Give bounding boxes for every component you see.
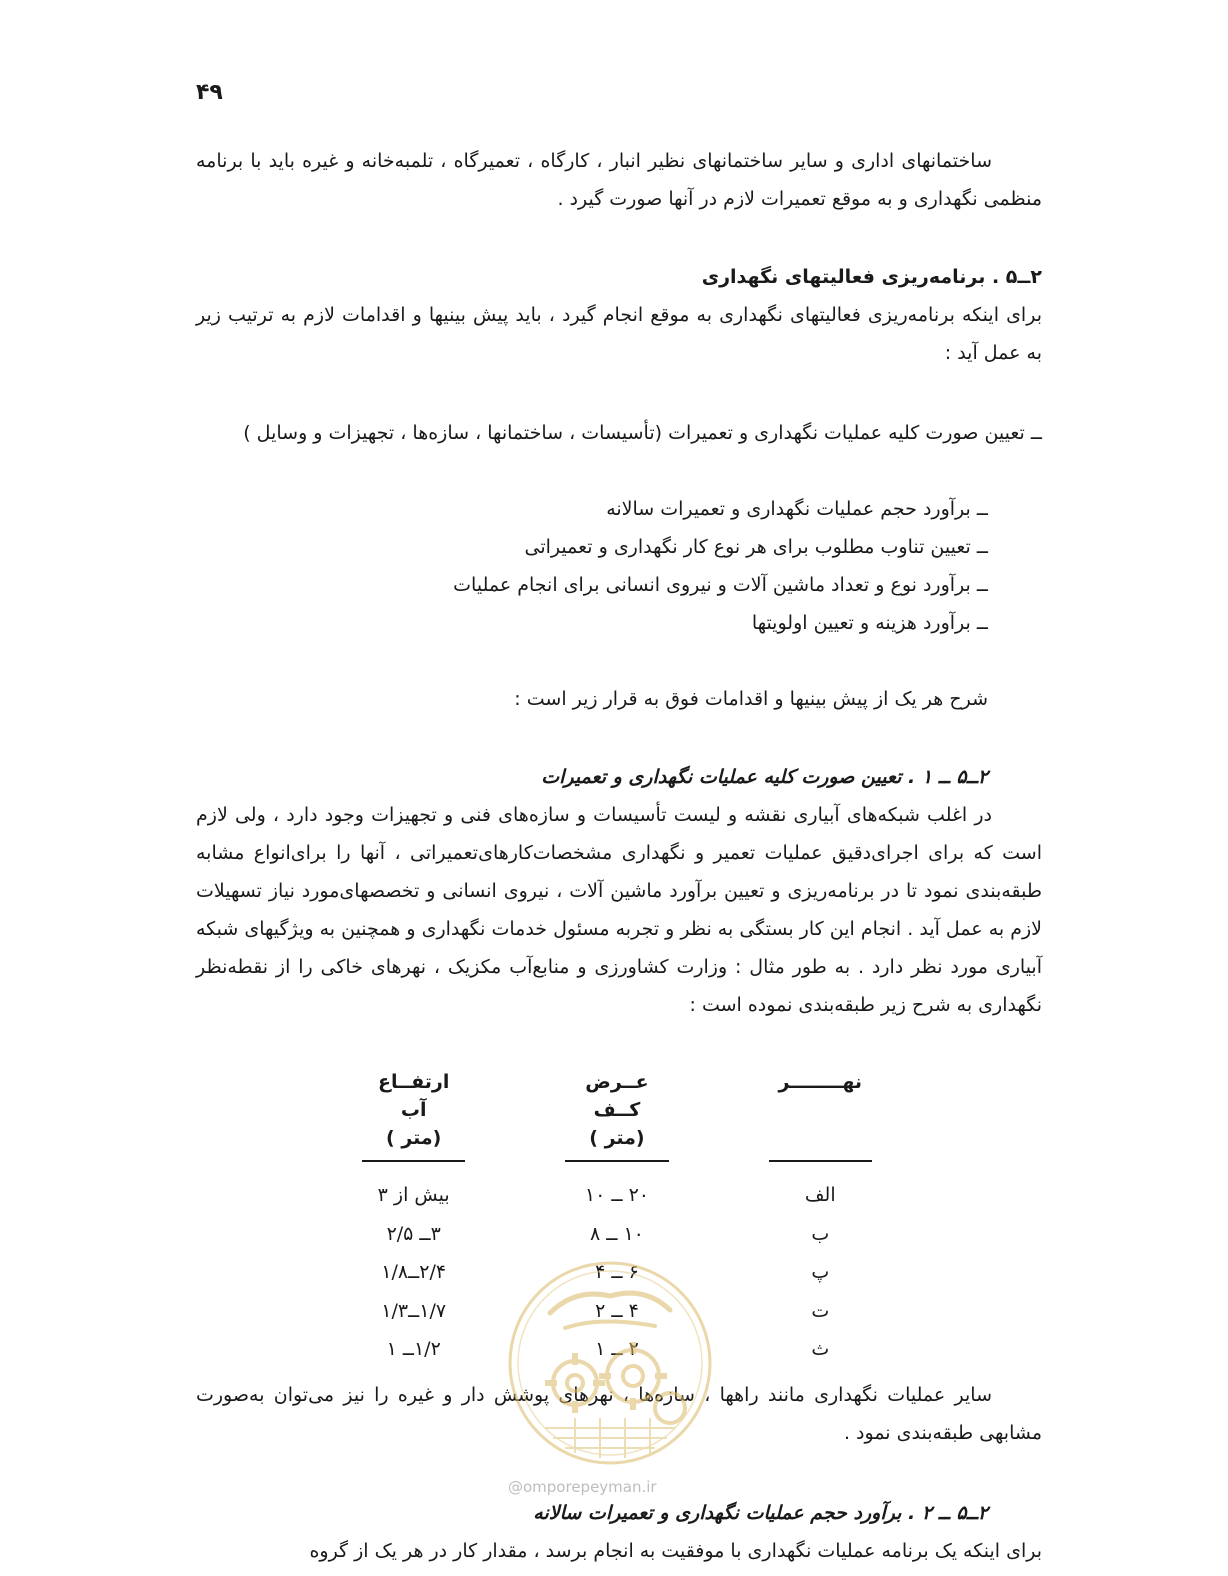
column-header-canal: نهــــــــر — [769, 1068, 872, 1162]
cell-bottom-width: ۲ ــ ۱ — [595, 1338, 639, 1360]
cell-bottom-width: ۴ ــ ۲ — [595, 1299, 639, 1322]
cell-water-height: ۱/۲ــ ۱ — [386, 1338, 441, 1360]
action-list-container — [196, 414, 1042, 452]
column-header-bottom-width: عــرض کــف (متر ) — [565, 1068, 668, 1162]
section-heading: ۲ــ۵ ــ ۱ . تعیین صورت کلیه عملیات نگهداری و تعمیرات — [541, 766, 988, 788]
table-row — [362, 1253, 872, 1292]
action-list-continued — [196, 490, 988, 642]
page-number: ۴۹ — [196, 80, 223, 105]
cell-canal: ث — [811, 1338, 830, 1360]
intro-paragraph: ساختمانهای اداری و سایر ساختمانهای نظیر انبار ، کارگاه ، تعمیرگاه ، تلمبه‌خانه و غیره باید با برنامه منظمی نگهداری و به موقع تعمیرات لازم در آنها صورت گیرد . — [196, 150, 1042, 210]
table-row — [362, 1176, 872, 1215]
list-item: ــ تعیین تناوب مطلوب برای هر نوع کار نگهداری و تعمیراتی — [524, 536, 988, 558]
cell-canal: ب — [811, 1222, 830, 1245]
cell-water-height: ۱/۷ــ۱/۳ — [381, 1299, 447, 1322]
canal-classification-table — [362, 1068, 872, 1369]
table-row — [362, 1215, 872, 1254]
cell-bottom-width: ۶ ــ ۴ — [595, 1261, 639, 1283]
cell-water-height: ۳ــ ۲/۵ — [386, 1222, 441, 1245]
section-heading: ۲ــ۵ ــ ۲ . برآورد حجم عملیات نگهداری و تعمیرات سالانه — [533, 1502, 988, 1524]
cell-water-height: بیش از ۳ — [377, 1184, 450, 1206]
section-heading: ۲ــ۵ . برنامه‌ریزی فعالیتهای نگهداری — [701, 266, 1042, 288]
cell-water-height: ۲/۴ــ۱/۸ — [381, 1261, 447, 1283]
section-5-2 — [196, 258, 1042, 372]
section-5-2-2 — [196, 1494, 1042, 1570]
column-header-water-height: ارتفــاع آب (متر ) — [362, 1068, 465, 1162]
section-5-2-1 — [196, 758, 1042, 1024]
section-paragraph: برای اینکه برنامه‌ریزی فعالیتهای نگهداری به موقع انجام گیرد ، باید پیش بینیها و اقدامات لازم به ترتیب زیر به عمل آید : — [196, 304, 1042, 364]
cell-bottom-width: ۲۰ ــ ۱۰ — [584, 1184, 649, 1206]
cell-canal: ت — [811, 1299, 830, 1322]
table-row — [362, 1292, 872, 1331]
list-item: ــ برآورد هزینه و تعیین اولویتها — [751, 612, 988, 634]
watermark-url: @omporepeyman.ir — [508, 1478, 657, 1496]
summary-line: شرح هر یک از پیش بینیها و اقدامات فوق به قرار زیر است : — [514, 688, 988, 710]
list-item: ــ تعیین صورت کلیه عملیات نگهداری و تعمیرات (تأسیسات ، ساختمانها ، سازه‌ها ، تجهیزات و وسایل ) — [243, 422, 1042, 444]
cell-canal: پ — [811, 1261, 830, 1283]
section-paragraph: در اغلب شبکه‌های آبیاری نقشه و لیست تأسیسات و سازه‌های فنی و تجهیزات وجود دارد ، ولی لازم است که برای اجرای‌دقیق عملیات تعمیر و نگهداری مشخصات‌کارهای‌تعمیراتی ، آنها را برای‌انواع مشابه طبقه‌بندی نمود تا در برنامه‌ریزی و تعیین برآورد ماشین آلات ، نیروی انسانی و تخصصهای‌مورد نیاز تسهیلات لازم به عمل آید . انجام این کار بستگی به نظر و تجربه مسئول خدمات نگهداری و همچنین به ویژگیهای شبکه آبیاری مورد نظر دارد . به طور مثال : وزارت کشاورزی و منابع‌آب مکزیک ، نهرهای خاکی را از نقطه‌نظر نگهداری به شرح زیر طبقه‌بندی نموده است : — [196, 804, 1042, 1016]
action-list — [196, 414, 1042, 452]
cell-canal: الف — [804, 1184, 836, 1206]
closing-paragraph: سایر عملیات نگهداری مانند راهها ، سازه‌ها ، نهرهای پوشش دار و غیره را نیز می‌توان به‌صورت مشابهی طبقه‌بندی نمود . — [196, 1384, 1042, 1444]
list-item: ــ برآورد نوع و تعداد ماشین آلات و نیروی انسانی برای انجام عملیات — [453, 574, 988, 596]
table-row — [362, 1330, 872, 1369]
cell-bottom-width: ۱۰ ــ ۸ — [590, 1222, 644, 1245]
list-item: ــ برآورد حجم عملیات نگهداری و تعمیرات سالانه — [606, 498, 988, 520]
section-paragraph: برای اینکه یک برنامه عملیات نگهداری با موفقیت به انجام برسد ، مقدار کار در هر یک از گروه — [309, 1540, 1042, 1562]
